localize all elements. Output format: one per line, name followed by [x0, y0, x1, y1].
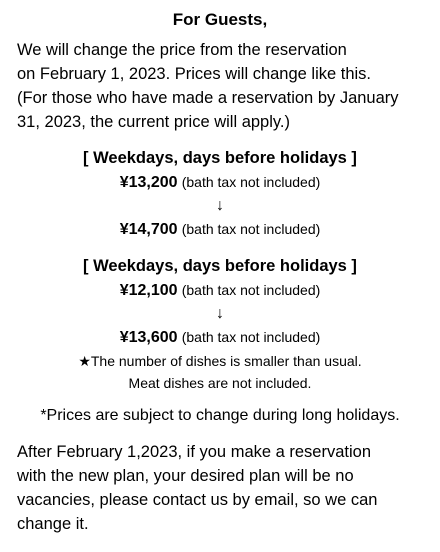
old-price: ¥13,200	[119, 174, 178, 191]
intro-line: We will change the price from the reservation	[17, 41, 347, 59]
plan-block-1	[0, 146, 440, 242]
new-price: ¥14,700	[119, 221, 178, 238]
tax-note: (bath tax not included)	[181, 329, 321, 345]
outro-line: vacancies, please contact us by email, so we can	[17, 491, 378, 509]
new-price-line	[0, 217, 440, 242]
down-arrow-icon: ↓	[216, 197, 224, 214]
old-price-line	[0, 170, 440, 195]
intro-paragraph	[17, 38, 437, 134]
intro-line: (For those who have made a reservation by January	[17, 89, 399, 107]
disclaimer-text: *Prices are subject to change during long holidays.	[40, 407, 400, 424]
meat-note: Meat dishes are not included.	[128, 375, 312, 391]
intro-line: 31, 2023, the current price will apply.)	[17, 113, 290, 131]
old-price-line	[0, 278, 440, 303]
plan-heading: [ Weekdays, days before holidays ]	[83, 257, 357, 275]
new-price-line	[0, 325, 440, 350]
outro-line: change it.	[17, 515, 89, 533]
intro-line: on February 1, 2023. Prices will change like this.	[17, 65, 372, 83]
old-price: ¥12,100	[119, 282, 178, 299]
tax-note: (bath tax not included)	[181, 174, 321, 190]
tax-note: (bath tax not included)	[181, 221, 321, 237]
outro-line: with the new plan, your desired plan will be no	[17, 467, 354, 485]
plan-block-2	[0, 254, 440, 394]
new-price: ¥13,600	[119, 329, 178, 346]
tax-note: (bath tax not included)	[181, 282, 321, 298]
page-title: For Guests,	[172, 10, 268, 29]
dishes-note: ★The number of dishes is smaller than usual.	[78, 353, 362, 369]
plan-heading: [ Weekdays, days before holidays ]	[83, 149, 357, 167]
outro-line: After February 1,2023, if you make a reservation	[17, 443, 372, 461]
down-arrow-icon: ↓	[216, 305, 224, 322]
outro-paragraph	[17, 440, 437, 536]
